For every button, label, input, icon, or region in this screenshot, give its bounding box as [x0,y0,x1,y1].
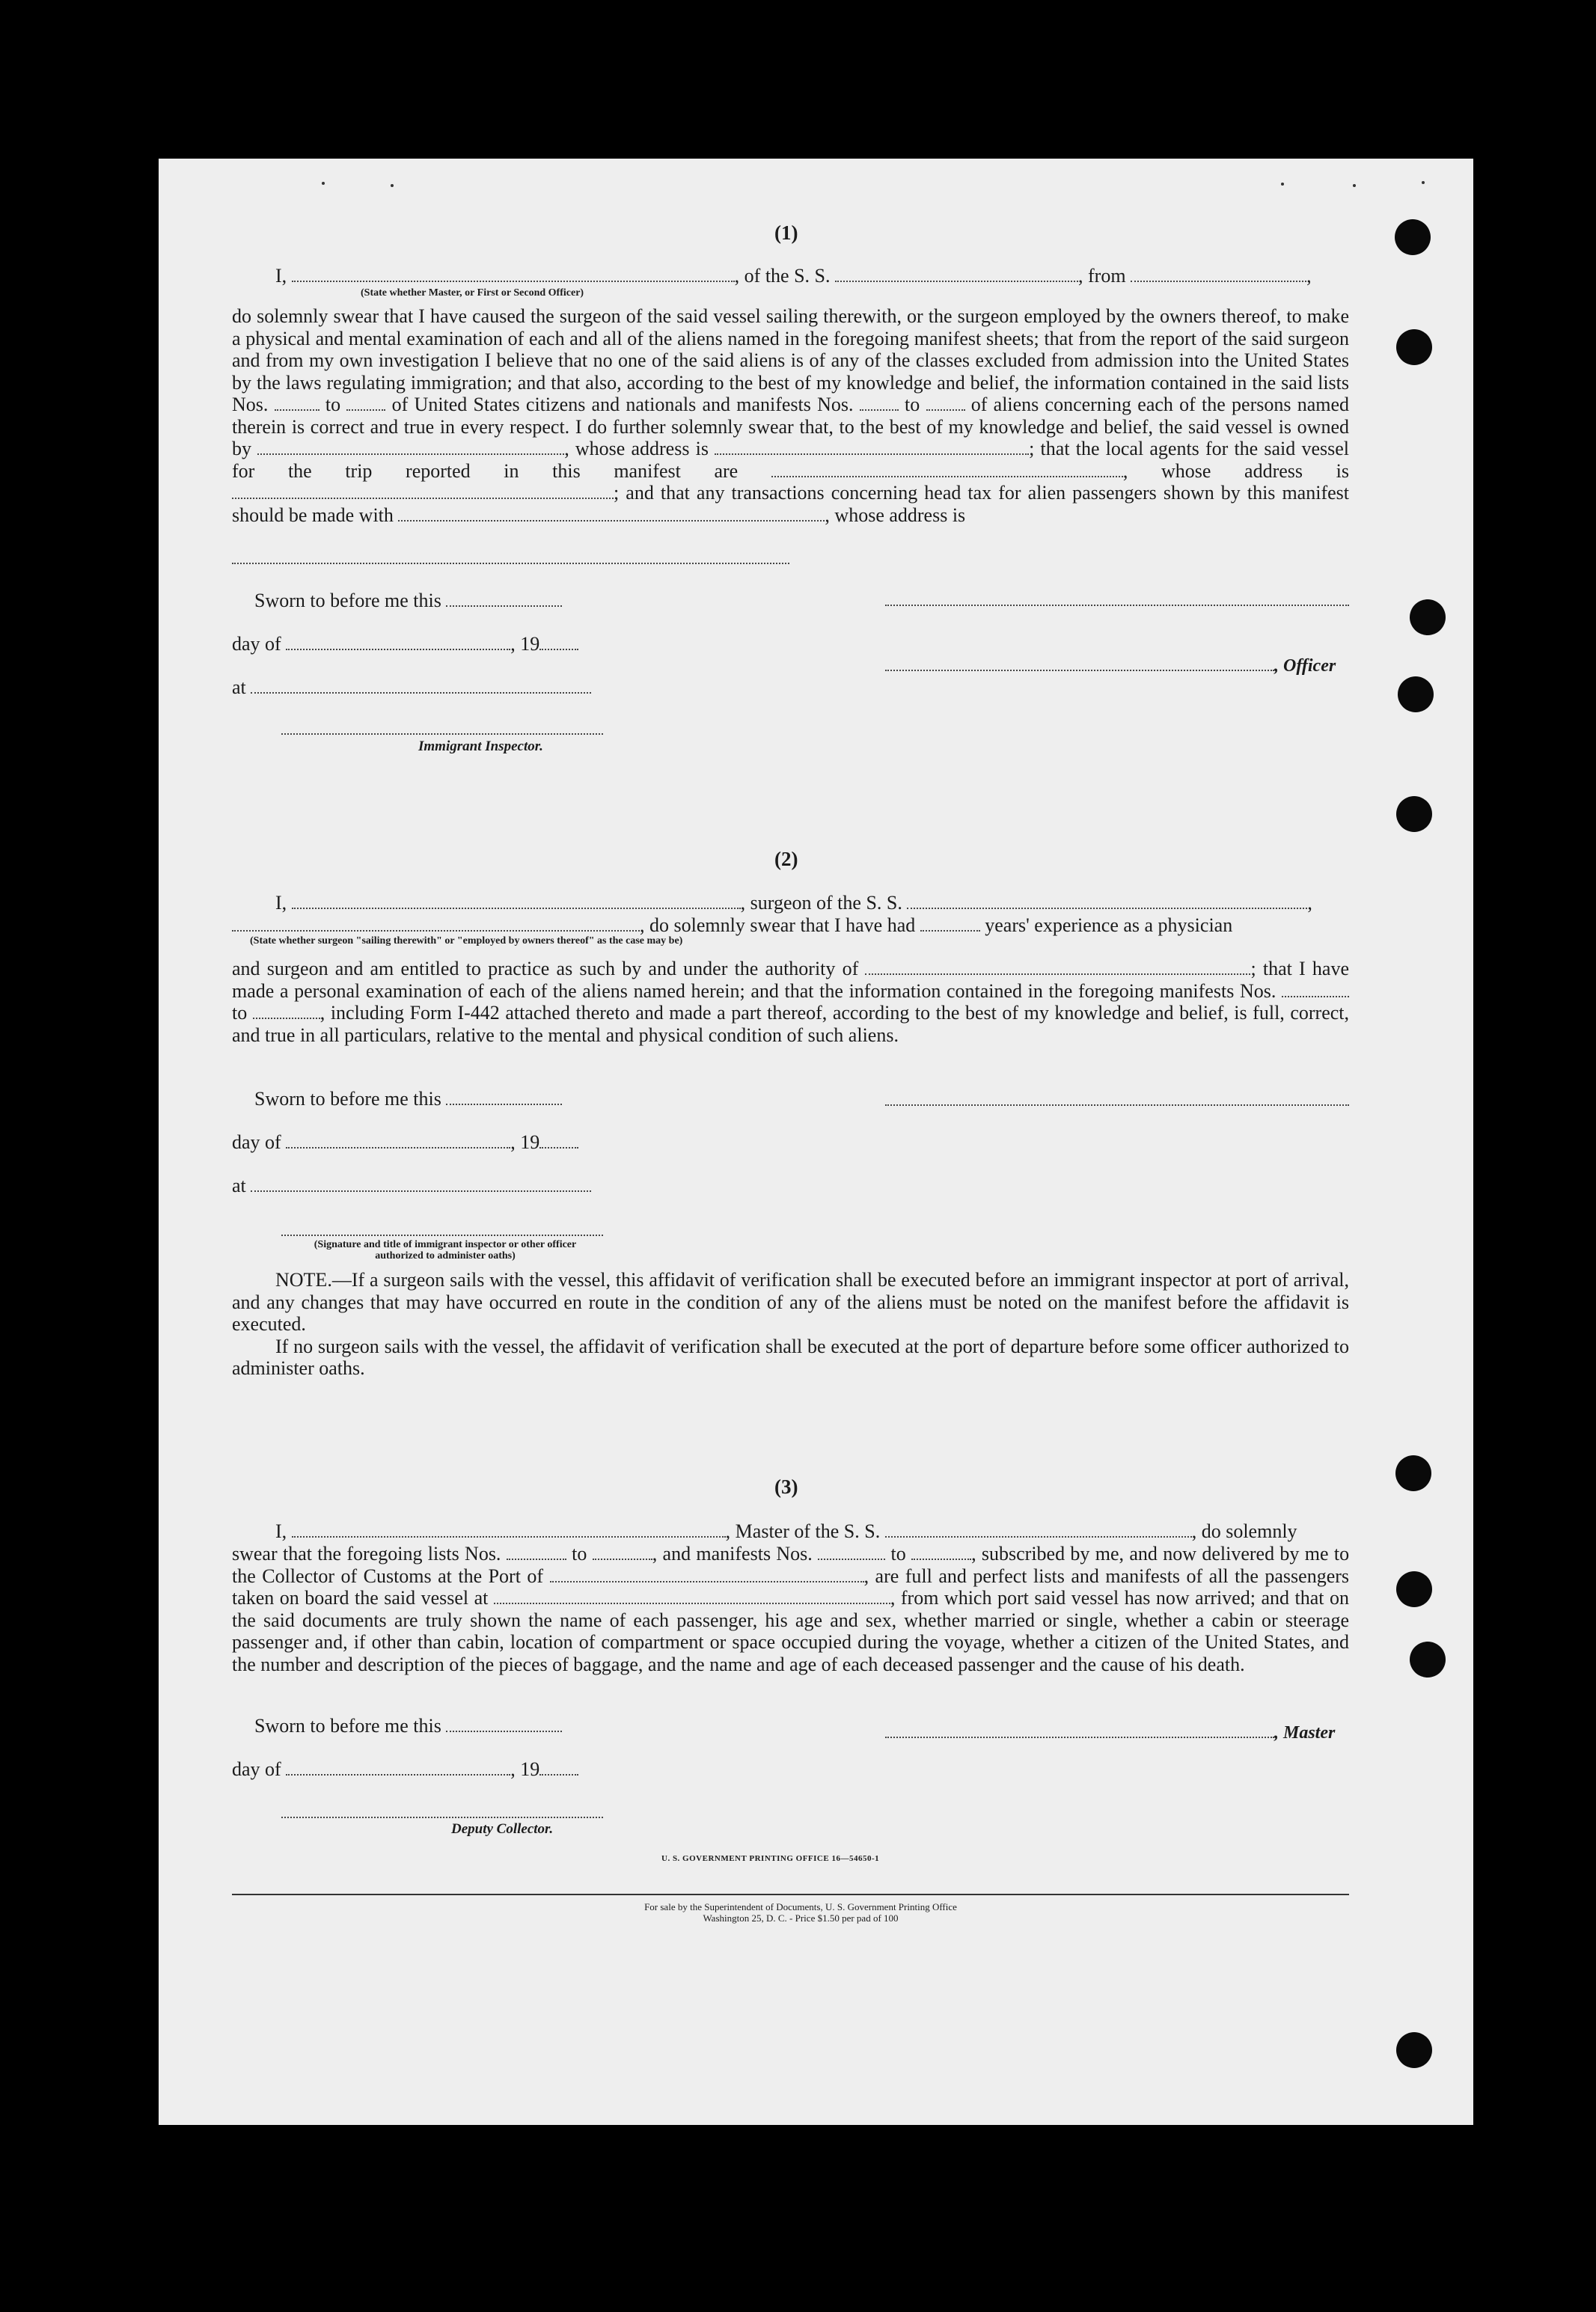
master-signature-field[interactable] [885,1721,1274,1738]
footer-rule [232,1894,1349,1895]
officer-label: , Officer [1274,656,1336,676]
sworn-label: Sworn to before me this [254,1715,441,1737]
opening-I: I, [275,265,287,287]
section-2-body: and surgeon and am entitled to practice as such by and under the authority of ; that I have made a personal examination of each of the aliens named herein; and that the information contained in the foregoing manifests Nos. to , including Form I-442 attached thereto and made a part thereof, according to the best of my knowledge and belief, is full, correct, and true in all particulars, relative to the mental and physical condition of such aliens. [232,958,1349,1046]
day-of-label: day of [232,633,281,655]
port-of-departure-field[interactable] [494,1587,890,1604]
opening-I: I, [275,892,287,914]
section-1-body: do solemnly swear that I have caused the surgeon of the said vessel sailing therewith, or the surgeon employed by the owners thereof, to make a physical and mental examination of each and all of the aliens named in the foregoing manifest sheets; that from the report of the said surgeon and from my own investigation I believe that no one of the said aliens is of any of the classes excluded from admission into the United States by the laws regulating immigration; and that also, according to the best of my knowledge and belief, the information contained in the said lists Nos. to of United States citizens and nationals and manifests Nos. to of aliens concerning each of the persons named therein is correct and true in every respect. I do further solemnly swear that, to the best of my knowledge and belief, the said vessel is owned by , whose address is ; that the local agents for the said vessel for the trip reported in this manifest are , whose address is ; and that any transactions concerning head tax for alien passengers shown by this manifest should be made with , whose address is [232,305,1350,526]
do-solemnly-label: , do solemnly [1191,1520,1297,1542]
to-label: to [232,1002,248,1024]
vessel-name-field[interactable] [885,1520,1192,1538]
year-field[interactable] [539,633,578,650]
of-the-ss-label: , of the S. S. [734,265,831,287]
year-label: , 19 [510,633,540,655]
speck [391,184,394,187]
sworn-line-3 [254,1715,562,1737]
manifests-to-field[interactable] [926,394,965,411]
day-field[interactable] [286,1131,510,1149]
year-field[interactable] [539,1131,578,1149]
master-name-field[interactable] [292,1520,726,1538]
surgeon-name-field[interactable] [292,892,741,909]
master-line [885,1721,1335,1743]
officer-signature-field[interactable] [885,654,1274,671]
deputy-collector-caption: Deputy Collector. [451,1821,554,1837]
sworn-date-field[interactable] [446,1715,562,1732]
day-of-label: day of [232,1131,281,1153]
agents-field[interactable] [771,460,1123,477]
master-text-1: swear that the foregoing lists Nos. [232,1543,501,1565]
lists-from-field[interactable] [275,394,319,411]
binder-hole [1410,1642,1446,1678]
manifests-from-field[interactable] [860,394,899,411]
master-label: , Master [1274,1723,1336,1743]
section-3-heading: (3) [774,1475,798,1498]
whose-address-label: , whose address is [825,504,966,526]
oath-text-4: ; that the local agents for the said vessel for the trip reported in this manifest are [232,438,1349,482]
master-text-2: delivered by me to the Collector of Customs at the Port of [232,1543,1350,1587]
agents-address-field[interactable] [232,482,614,499]
binder-hole [1396,796,1432,832]
authority-field[interactable] [865,958,1250,975]
from-port-field[interactable] [1131,265,1306,282]
opening-I: I, [275,1520,287,1542]
officer-signature-line[interactable] [885,605,1349,606]
manifests-to-field[interactable] [253,1002,320,1019]
inspector-signature-line[interactable] [281,733,603,735]
day-field[interactable] [286,1758,510,1776]
manifests-from-field[interactable] [818,1543,885,1560]
binder-hole [1398,676,1434,712]
lists-to-field[interactable] [593,1543,652,1560]
at-line-2 [232,1175,591,1197]
section-2-line-2 [232,914,1232,937]
surgeon-of-label: , surgeon of the S. S. [740,892,902,914]
subscribed-label: , subscribed by me, and now [971,1543,1197,1565]
port-of-arrival-field[interactable] [550,1565,864,1582]
year-label: , 19 [510,1131,540,1153]
to-label: to [325,394,341,415]
section-2-heading: (2) [774,848,798,870]
lists-to-field[interactable] [346,394,385,411]
owner-address-field[interactable] [715,438,1029,455]
surgeon-signature-line[interactable] [885,1104,1349,1106]
speck [1422,181,1425,184]
section-3-body [232,1543,1349,1675]
section-3-opening-line [275,1520,1297,1543]
master-text-4: port said vessel has now arrived; and that on the said documents are truly shown the name of each passenger, his age and sex, whether married or single, whether a cabin or steerage passenger and, if other than cabin, location of compartment or space occupied during the voyage, whether a citizen of the United States, and the number and description of the pieces of baggage, and the name and age of each deceased passenger and the cause of his death. [232,1587,1350,1675]
manifests-label: , and manifests Nos. [652,1543,813,1565]
price-footer [479,1901,1122,1924]
surgeon-text-1: and surgeon and am entitled to practice as such by and under the authority of [232,958,859,979]
day-field[interactable] [286,633,510,650]
sworn-label: Sworn to before me this [254,590,441,611]
binder-hole [1396,329,1432,365]
whose-address-label: , whose address is [564,438,709,459]
speck [322,182,325,185]
oath-text-1: do solemnly swear that I have caused the surgeon of the said vessel sailing therewith, or the surgeon employed by the owners thereof, to make a physical and mental examination of each and all of the aliens named in the foregoing manifest sheets; that from the report of the said surgeon and from my own investigation I believe that no one of the said aliens is of any of the classes excluded from admission into the United States by the laws regulating immigration; and that also, according to the best of my knowledge and belief, the information contained in the said lists Nos. [232,305,1349,415]
oath-text-2: of United States citizens and nationals and manifests Nos. [391,394,854,415]
manifests-to-field[interactable] [911,1543,971,1560]
sworn-date-field[interactable] [446,590,562,607]
manifests-from-field[interactable] [1282,980,1349,997]
binder-hole [1395,219,1431,255]
surgeon-text-2: that I have made a personal examination of each of the aliens named herein; and that the information contained in the foregoing manifests Nos. [232,958,1349,1002]
years-label: years' experience as a physician [985,914,1233,936]
binder-hole [1396,2032,1432,2068]
section-2-opening-line: I, , surgeon of the S. S. , [275,892,1312,914]
authorized-officer-signature-line[interactable] [281,1235,603,1236]
immigrant-inspector-caption: Immigrant Inspector. [418,738,543,754]
surgeon-text-3: , including Form I-442 attached thereto and made a part thereof, according to the best of my knowledge and belief, is full, correct, and true in all particulars, relative to the mental and physical condition of such aliens. [232,1002,1349,1046]
footer-line-2: Washington 25, D. C. - Price $1.50 per pad of 100 [703,1912,899,1924]
sworn-line-1 [254,590,562,612]
full-label: , are full and perfect lists and [863,1565,1099,1587]
officer-title-field[interactable] [292,265,735,282]
to-label: to [890,1543,906,1565]
at-label: at [232,1175,246,1196]
day-line-1 [232,633,578,655]
master-text-3: manifests of all the passengers taken on board the said vessel at [232,1565,1350,1609]
day-of-label: day of [232,1758,281,1780]
sworn-label: Sworn to before me this [254,1088,441,1110]
at-place-field[interactable] [251,676,591,694]
year-label: , 19 [510,1758,540,1780]
collector-signature-line[interactable] [281,1817,603,1818]
to-label: to [905,394,920,415]
lists-from-field[interactable] [507,1543,566,1560]
surgeon-type-field[interactable] [232,914,640,932]
head-tax-address-field[interactable] [232,563,789,564]
signature-title-note: (Signature and title of immigrant inspector or other officer authorized to administer oaths) [314,1239,577,1261]
officer-line [885,654,1336,676]
oath-text-5: ; and that any transactions concerning head tax for alien passengers shown by this manifest should be made with [232,482,1349,526]
from-label: , from [1078,265,1126,287]
at-line-1 [232,676,591,699]
binder-hole [1396,1571,1432,1607]
sworn-date-field[interactable] [446,1088,562,1105]
note-text: NOTE.—If a surgeon sails with the vessel, this affidavit of verification shall be executed before an immigrant inspector at port of arrival, and any changes that may have occurred en route in the condition of any of the aliens must be noted on the manifest before the affidavit is executed. [232,1269,1349,1335]
at-label: at [232,676,246,698]
officer-title-note: (State whether Master, or First or Second Officer) [361,287,584,299]
day-line-3 [232,1758,578,1781]
to-label: to [572,1543,587,1565]
owner-field[interactable] [257,438,564,455]
swear-label: , do solemnly swear that I have had [640,914,916,936]
day-line-2 [232,1131,578,1154]
section-1-opening-line: I, , of the S. S. , from , [275,265,1312,287]
head-tax-agent-field[interactable] [398,504,825,522]
vessel-name-field[interactable] [907,892,1307,909]
binder-hole [1395,1455,1431,1491]
sworn-line-2 [254,1088,562,1110]
speck [1281,183,1284,186]
years-field[interactable] [920,914,980,932]
binder-hole [1410,599,1446,635]
year-field[interactable] [539,1758,578,1776]
section-1-heading: (1) [774,221,798,244]
surgeon-type-note: (State whether surgeon "sailing therewith" or "employed by owners thereof" as the case may be) [250,935,683,946]
master-of-label: , Master of the S. S. [725,1520,881,1542]
note-text-2: If no surgeon sails with the vessel, the affidavit of verification shall be executed at the port of departure before some officer authorized to administer oaths. [232,1335,1349,1379]
footer-line-1: For sale by the Superintendent of Documents, U. S. Government Printing Office [644,1901,957,1912]
printer-imprint: U. S. GOVERNMENT PRINTING OFFICE 16—54650-1 [661,1854,880,1863]
oath-text-3: of aliens concerning each of the persons named therein is correct and true in every respect. I do further solemnly swear that, to the best of my knowledge and belief, the said vessel is owned by [232,394,1350,459]
whose-address-label: whose address is [1161,459,1349,482]
section-2-note [232,1269,1349,1380]
at-place-field[interactable] [251,1175,591,1192]
vessel-name-field[interactable] [835,265,1078,282]
speck [1353,184,1356,187]
from-which-label: , from which [890,1587,992,1609]
